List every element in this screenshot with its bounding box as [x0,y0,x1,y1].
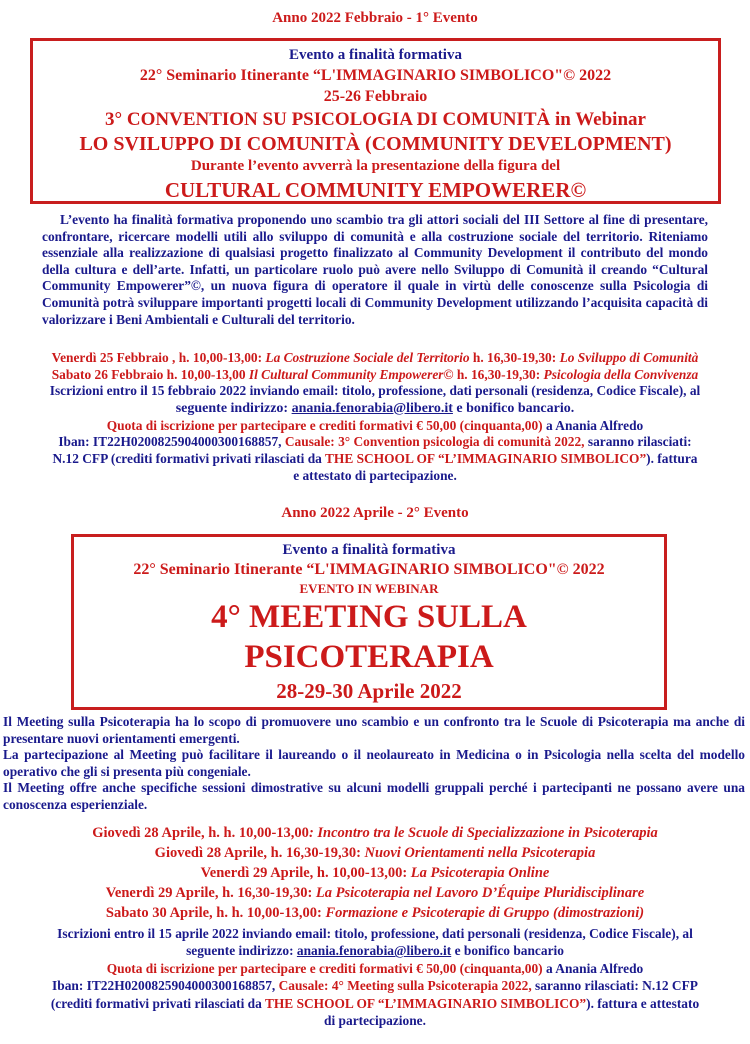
event2-schedule-item: Giovedì 28 Aprile, h. h. 10,00-13,00: Incontro tra le Scuole di Specializzazione in Psicoterapia [92,825,658,841]
event2-box-line6: 28-29-30 Aprile 2022 [276,679,462,703]
event2-title-box [71,534,667,710]
event2-schedule-item: Venerdì 29 Aprile, h. 16,30-19,30: La Psicoterapia nel Lavoro D’Équipe Pluridisciplinare [105,885,645,901]
event1-box-line1: Evento a finalità formativa [289,47,462,63]
event2-schedule-item: Venerdì 29 Aprile, h. 10,00-13,00: La Psicoterapia Online [200,865,550,881]
event2-schedule-item: Giovedì 28 Aprile, h. 16,30-19,30: Nuovi Orientamenti nella Psicoterapia [154,845,596,861]
event2-description [3,714,745,814]
event1-registration: Iscrizioni entro il 15 febbraio 2022 inviando email: titolo, professione, dati personali (residenza, Codice Fiscale), al [49,383,701,399]
event1-credits: N.12 CFP (crediti formativi privati rilasciati da THE SCHOOL OF “L’IMMAGINARIO SIMBOLICO”). fattura [52,450,698,466]
event2-box-line2: 22° Seminario Itinerante “L'IMMAGINARIO SIMBOLICO"© 2022 [133,561,605,578]
event2-schedule-item: Sabato 30 Aprile, h. h. 10,00-13,00: Formazione e Psicoterapie di Gruppo (dimostrazioni) [105,905,645,921]
event1-box-line4: 3° CONVENTION SU PSICOLOGIA DI COMUNITÀ in Webinar [105,109,646,130]
event2-box-line3: EVENTO IN WEBINAR [299,581,439,596]
event1-fee: Quota di iscrizione per partecipare e crediti formativi € 50,00 (cinquanta,00) a Anania Alfredo [106,417,644,433]
event2-box-line4: 4° MEETING SULLA [211,599,527,635]
event1-schedule-item: Venerdì 25 Febbraio , h. 10,00-13,00: La Costruzione Sociale del Territorio h. 16,30-19,30: Lo Sviluppo di Comunità [51,350,699,365]
event2-box-line5: PSICOTERAPIA [244,639,494,675]
event1-schedule-item: Sabato 26 Febbraio h. 10,00-13,00 Il Cultural Community Empowerer© h. 16,30-19,30: Psicologia della Convivenza [51,366,699,382]
event1-iban: Iban: IT22H0200825904000300168857, Causale: 3° Convention psicologia di comunità 2022, saranno rilasciati: [58,434,692,450]
event1-box-line7: CULTURAL COMMUNITY EMPOWERER© [164,178,587,202]
event2-description-1: Il Meeting sulla Psicoterapia ha lo scopo di promuovere uno scambio e un confronto tra le Scuole di Psicoterapia ma anche di presentare nuovi orientamenti emergenti. [3,714,745,746]
event2-box-line1: Evento a finalità formativa [282,542,456,558]
event1-title-box [30,38,721,204]
event2-registration-address: seguente indirizzo: anania.fenorabia@libero.it e bonifico bancario [186,943,564,959]
event1-heading: Anno 2022 Febbraio - 1° Evento [272,10,478,26]
event2-details [0,925,750,1029]
event1-details [0,350,750,484]
event2-registration: Iscrizioni entro il 15 aprile 2022 inviando email: titolo, professione, dati personali (residenza, Codice Fiscale), al [57,926,693,941]
event1-email-link[interactable]: anania.fenorabia@libero.it [291,400,453,416]
event2-credits: (crediti formativi privati rilasciati da THE SCHOOL OF “L’IMMAGINARIO SIMBOLICO”). fattura e attestato [50,995,700,1011]
event1-box-line3: 25-26 Febbraio [323,88,428,105]
event2-description-2: La partecipazione al Meeting può facilitare il laureando o il neolaureato in Medicina o in Psicologia nella scelta del modello operativo che gli si presenta più congeniale. [3,747,745,779]
event2-email-link[interactable]: anania.fenorabia@libero.it [296,943,452,959]
event1-box-line2: 22° Seminario Itinerante “L'IMMAGINARIO SIMBOLICO"© 2022 [139,67,612,84]
event1-credits-end: e attestato di partecipazione. [293,467,457,483]
event1-registration-address: seguente indirizzo: anania.fenorabia@libero.it e bonifico bancario. [175,400,575,416]
event2-heading: Anno 2022 Aprile - 2° Evento [281,505,469,521]
event2-description-3: Il Meeting offre anche specifiche sessioni dimostrative su alcuni modelli gruppali perché i partecipanti ne possano avere una conoscenza esperienziale. [3,780,745,812]
event1-description: L’evento ha finalità formativa proponendo uno scambio tra gli attori sociali del III Settore al fine di presentare, confrontare, ricercare modelli utili allo sviluppo di comunità e alla costruzione sociale del territorio. Riteniamo essenziale alla realizzazione di qualsiasi progetto finalizzato al Community Development il contributo del mondo della cultura e dell’arte. Infatti, un particolare ruolo può avere nello Sviluppo di Comunità il creando “Cultural Community Empowerer”©, un nuova figura di operatore il quale in virtù delle conoscenze sulla Psicologia di Comunità potrà sviluppare importanti progetti locali di Community Development utilizzando l’acquisita capacità di valorizzare i Beni Ambientali e Culturali del territorio. [42,212,708,327]
event2-fee: Quota di iscrizione per partecipare e crediti formativi € 50,00 (cinquanta,00) a Anania Alfredo [106,960,644,976]
event2-iban: Iban: IT22H0200825904000300168857, Causale: 4° Meeting sulla Psicoterapia 2022, saranno rilasciati: N.12 CFP [52,978,698,994]
event1-box-line6: Durante l’evento avverrà la presentazione della figura del [190,158,561,174]
event2-credits-end: di partecipazione. [324,1013,426,1029]
event1-box-line5: LO SVILUPPO DI COMUNITÀ (COMMUNITY DEVELOPMENT) [79,133,672,155]
event2-schedule [0,823,750,923]
